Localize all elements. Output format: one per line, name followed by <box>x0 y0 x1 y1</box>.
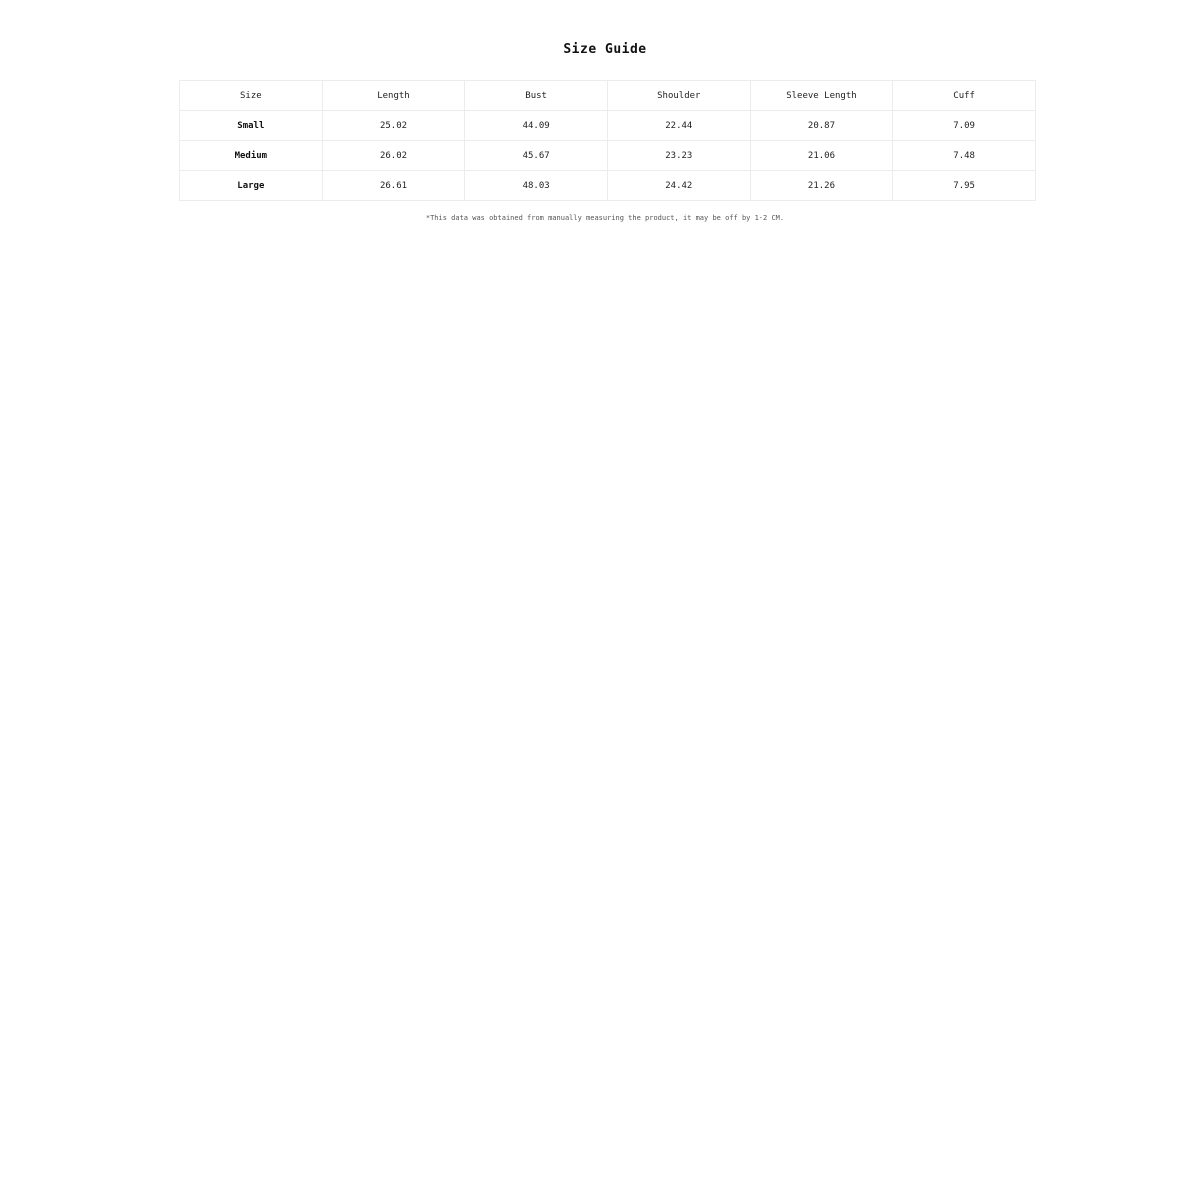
header-cuff: Cuff <box>893 81 1036 111</box>
cell-length: 26.02 <box>322 141 465 171</box>
cell-bust: 48.03 <box>465 171 608 201</box>
measurement-note: *This data was obtained from manually measuring the product, it may be off by 1-2 CM. <box>425 214 785 222</box>
cell-size: Medium <box>180 141 323 171</box>
cell-sleeve-length: 21.06 <box>750 141 893 171</box>
cell-cuff: 7.09 <box>893 111 1036 141</box>
cell-bust: 45.67 <box>465 141 608 171</box>
size-guide-table <box>179 80 1036 201</box>
cell-bust: 44.09 <box>465 111 608 141</box>
table-row <box>180 111 1036 141</box>
header-shoulder: Shoulder <box>607 81 750 111</box>
cell-sleeve-length: 20.87 <box>750 111 893 141</box>
page-title: Size Guide <box>563 42 647 57</box>
cell-cuff: 7.95 <box>893 171 1036 201</box>
cell-length: 25.02 <box>322 111 465 141</box>
cell-cuff: 7.48 <box>893 141 1036 171</box>
cell-size: Small <box>180 111 323 141</box>
header-sleeve-length: Sleeve Length <box>750 81 893 111</box>
cell-shoulder: 24.42 <box>607 171 750 201</box>
cell-size: Large <box>180 171 323 201</box>
header-bust: Bust <box>465 81 608 111</box>
cell-shoulder: 23.23 <box>607 141 750 171</box>
header-length: Length <box>322 81 465 111</box>
table-header-row <box>180 81 1036 111</box>
table-row <box>180 171 1036 201</box>
cell-length: 26.61 <box>322 171 465 201</box>
table-row <box>180 141 1036 171</box>
cell-shoulder: 22.44 <box>607 111 750 141</box>
cell-sleeve-length: 21.26 <box>750 171 893 201</box>
header-size: Size <box>180 81 323 111</box>
